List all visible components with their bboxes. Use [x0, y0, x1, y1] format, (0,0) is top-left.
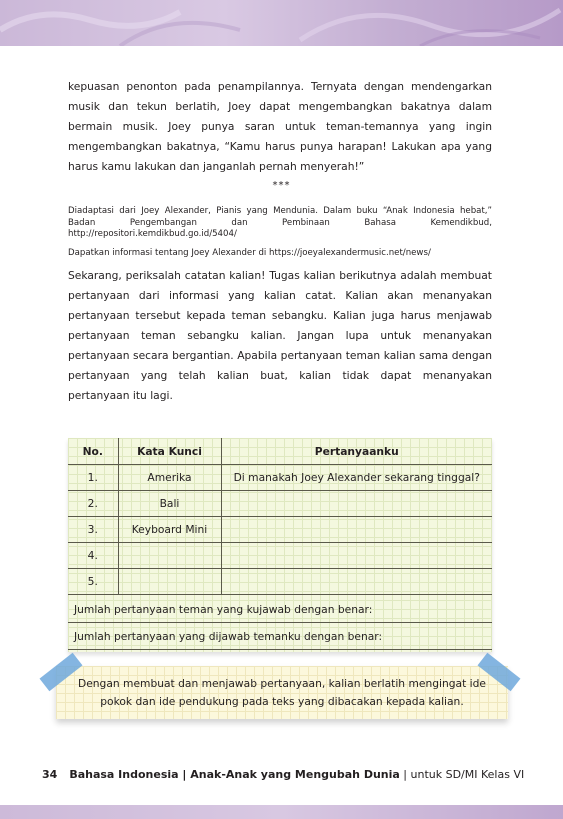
table-row — [68, 543, 492, 569]
row-question[interactable] — [221, 491, 492, 517]
row-keyword[interactable]: Bali — [118, 491, 221, 517]
footer-decoration-band — [0, 805, 563, 819]
row-keyword[interactable]: Keyboard Mini — [118, 517, 221, 543]
note-text: Dengan membuat dan menjawab pertanyaan, kalian berlatih mengingat ide pokok dan ide pendukung pada teks yang dibacakan kepada kalian. — [77, 677, 487, 708]
row-number: 5. — [68, 569, 118, 595]
page-number: 34 — [42, 768, 58, 781]
table-row — [68, 517, 492, 543]
page-footer — [42, 768, 524, 781]
section-separator: *** — [272, 180, 291, 191]
header-question: Pertanyaanku — [221, 438, 492, 465]
paragraph-story-ending: kepuasan penonton pada penampilannya. Ternyata dengan mendengarkan musik dan tekun berlatih, Joey dapat mengembangkan bakatnya dalam bermain musik. Joey punya saran untuk teman-temannya yang ingin mengembangkan bakatnya, “Kamu harus punya harapan! Lakukan apa yang harus kamu lakukan dan janganlah pernah menyerah!” — [68, 80, 492, 173]
summary-answered-correctly: Jumlah pertanyaan teman yang kujawab dengan benar: — [68, 597, 492, 623]
row-question[interactable]: Di manakah Joey Alexander sekarang tinggal? — [221, 465, 492, 491]
table-row — [68, 569, 492, 595]
row-number: 1. — [68, 465, 118, 491]
row-question[interactable] — [221, 543, 492, 569]
row-number: 2. — [68, 491, 118, 517]
header-keyword: Kata Kunci — [118, 438, 221, 465]
row-keyword[interactable] — [118, 569, 221, 595]
question-table — [68, 438, 492, 595]
table-header-row — [68, 438, 492, 465]
header-decoration-band — [0, 0, 563, 46]
row-keyword[interactable] — [118, 543, 221, 569]
book-level: | untuk SD/MI Kelas VI — [399, 768, 525, 781]
source-citation: Diadaptasi dari Joey Alexander, Pianis yang Mendunia. Dalam buku “Anak Indonesia hebat,” Badan Pengembangan dan Pembinaan Bahasa Kemendikbud, http://repositori.kemdikbud.go.id/5404/ — [68, 206, 492, 239]
paragraph-instructions: Sekarang, periksalah catatan kalian! Tugas kalian berikutnya adalah membuat pertanyaan dari informasi yang kalian catat. Kalian akan menanyakan pertanyaan tersebut kepada teman sebangku. Kalian juga harus menjawab pertanyaan teman sebangku kalian. Jangan lupa untuk menanyakan pertanyaan secara bergantian. Apabila pertanyaan teman kalian sama dengan pertanyaan yang telah kalian buat, kalian tidak dapat menanyakan pertanyaan itu lagi. — [68, 269, 492, 402]
row-number: 4. — [68, 543, 118, 569]
note-card — [56, 666, 508, 719]
table-row — [68, 491, 492, 517]
row-number: 3. — [68, 517, 118, 543]
leaf-pattern-decoration — [0, 0, 563, 46]
summary-friend-answered: Jumlah pertanyaan yang dijawab temanku dengan benar: — [68, 624, 492, 650]
table-row — [68, 465, 492, 491]
row-question[interactable] — [221, 517, 492, 543]
row-keyword[interactable]: Amerika — [118, 465, 221, 491]
book-title: Bahasa Indonesia | Anak-Anak yang Mengubah Dunia — [69, 768, 400, 781]
header-no: No. — [68, 438, 118, 465]
source-info-link: Dapatkan informasi tentang Joey Alexander di https://joeyalexandermusic.net/news/ — [68, 248, 431, 258]
row-question[interactable] — [221, 569, 492, 595]
question-table-card — [68, 438, 492, 652]
